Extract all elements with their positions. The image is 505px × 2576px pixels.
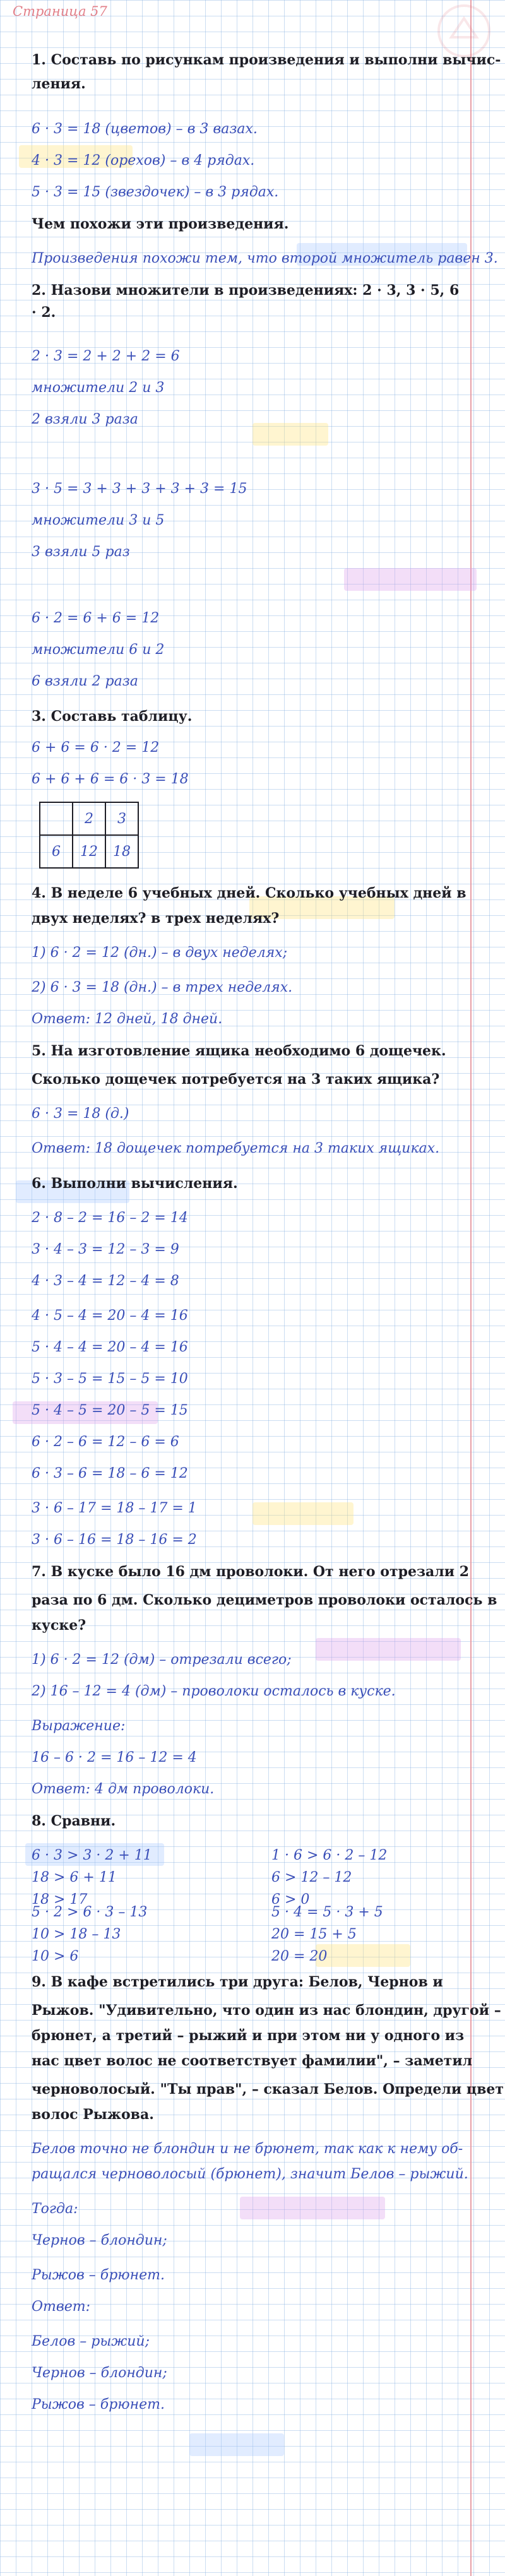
text-line: множители 3 и 5: [32, 513, 165, 528]
page-title: Страница 57: [13, 4, 107, 19]
compare-line: 6 · 3 > 3 · 2 + 11: [32, 1848, 152, 1863]
text-line: 6 · 2 – 6 = 12 – 6 = 6: [32, 1434, 179, 1450]
text-line: куске?: [32, 1617, 86, 1634]
text-line: 4 · 5 – 4 = 20 – 4 = 16: [32, 1308, 188, 1324]
compare-line: 18 > 6 + 11: [32, 1870, 117, 1885]
text-line: Рыжов – брюнет.: [32, 2267, 165, 2283]
text-line: 1) 6 · 2 = 12 (дн.) – в двух неделях;: [32, 945, 288, 961]
text-line: 9. В кафе встретились три друга: Белов, Чернов и: [32, 1974, 443, 1990]
text-line: множители 6 и 2: [32, 642, 165, 658]
table-cell: 12: [73, 835, 105, 868]
text-line: 3 · 6 – 16 = 18 – 16 = 2: [32, 1532, 197, 1548]
text-line: 2) 16 – 12 = 4 (дм) – проволоки осталось в куске.: [32, 1683, 396, 1699]
text-line: ращался черноволосый (брюнет), значит Белов – рыжий.: [32, 2166, 468, 2182]
text-line: 5 · 3 = 15 (звездочек) – в 3 рядах.: [32, 184, 279, 200]
text-line: двух неделях? в трех неделях?: [32, 910, 280, 927]
text-line: 3 взяли 5 раз: [32, 544, 130, 560]
text-line: 2 взяли 3 раза: [32, 412, 138, 427]
text-line: 5. На изготовление ящика необходимо 6 дощечек.: [32, 1043, 446, 1059]
text-line: 5 · 4 – 5 = 20 – 5 = 15: [32, 1403, 188, 1418]
text-line: 16 – 6 · 2 = 16 – 12 = 4: [32, 1750, 197, 1766]
compare-line: 6 > 12 – 12: [271, 1870, 352, 1885]
table-cell: 2: [73, 802, 105, 835]
text-line: 7. В куске было 16 дм проволоки. От него отрезали 2: [32, 1564, 470, 1580]
text-line: Чем похожи эти произведения.: [32, 216, 289, 232]
compare-line: 10 > 6: [32, 1949, 79, 1964]
text-line: 4. В неделе 6 учебных дней. Сколько учебных дней в: [32, 885, 466, 901]
text-line: 5 · 4 – 4 = 20 – 4 = 16: [32, 1339, 188, 1355]
page-margin-line: [470, 0, 472, 2576]
text-line: 6 · 3 – 6 = 18 – 6 = 12: [32, 1466, 188, 1481]
compare-line: 6 > 0: [271, 1892, 310, 1908]
text-line: 3 · 4 – 3 = 12 – 3 = 9: [32, 1242, 179, 1257]
compare-line: 5 · 4 = 5 · 3 + 5: [271, 1904, 383, 1920]
compare-line: 20 = 15 + 5: [271, 1926, 357, 1942]
text-line: 6 + 6 = 6 · 2 = 12: [32, 740, 160, 756]
multiplication-table: [39, 802, 139, 869]
text-line: 6 + 6 + 6 = 6 · 3 = 18: [32, 771, 189, 787]
text-line: Произведения похожи тем, что второй множитель равен 3.: [32, 251, 498, 266]
text-line: Ответ: 12 дней, 18 дней.: [32, 1011, 223, 1027]
highlight: [344, 568, 477, 591]
table-cell: [40, 802, 73, 835]
text-line: 2 · 8 – 2 = 16 – 2 = 14: [32, 1210, 188, 1226]
compare-line: 10 > 18 – 13: [32, 1926, 121, 1942]
text-line: 3 · 6 – 17 = 18 – 17 = 1: [32, 1500, 197, 1516]
text-line: Рыжов. "Удивительно, что один из нас блондин, другой –: [32, 2002, 501, 2019]
highlight: [316, 1944, 410, 1967]
table-cell: 6: [40, 835, 73, 868]
text-line: 6. Выполни вычисления.: [32, 1175, 238, 1192]
text-line: Ответ: 4 дм проволоки.: [32, 1781, 215, 1797]
text-line: 3. Составь таблицу.: [32, 708, 193, 725]
text-line: Белов – рыжий;: [32, 2334, 150, 2349]
text-line: 1. Составь по рисункам произведения и выполни вычис-: [32, 52, 501, 68]
text-line: 5 · 3 – 5 = 15 – 5 = 10: [32, 1371, 188, 1387]
text-line: 4 · 3 – 4 = 12 – 4 = 8: [32, 1273, 179, 1289]
text-line: Ответ:: [32, 2299, 90, 2315]
text-line: 2. Назови множители в произведениях: 2 · 3, 3 · 5, 6: [32, 282, 460, 299]
text-line: 6 · 3 = 18 (д.): [32, 1106, 129, 1122]
text-line: · 2.: [32, 304, 56, 321]
text-line: ления.: [32, 76, 86, 92]
text-line: 2) 6 · 3 = 18 (дн.) – в трех неделях.: [32, 980, 293, 995]
text-line: Выражение:: [32, 1718, 126, 1734]
text-line: Ответ: 18 дощечек потребуется на 3 таких ящиках.: [32, 1141, 440, 1156]
text-line: 6 · 3 = 18 (цветов) – в 3 вазах.: [32, 121, 258, 137]
highlight: [252, 423, 328, 446]
text-line: нас цвет волос не соответствует фамилии", – заметил: [32, 2053, 473, 2069]
table-cell: 3: [105, 802, 138, 835]
text-line: Белов точно не блондин и не брюнет, так как к нему об-: [32, 2141, 463, 2157]
text-line: Сколько дощечек потребуется на 3 таких ящика?: [32, 1071, 440, 1088]
text-line: Тогда:: [32, 2201, 78, 2217]
text-line: черноволосый. "Ты прав", – сказал Белов. Определи цвет: [32, 2081, 504, 2098]
text-line: множители 2 и 3: [32, 380, 165, 396]
compare-line: 5 · 2 > 6 · 3 – 13: [32, 1904, 148, 1920]
text-line: 3 · 5 = 3 + 3 + 3 + 3 + 3 = 15: [32, 481, 247, 497]
compare-line: 20 = 20: [271, 1949, 328, 1964]
text-line: волос Рыжова.: [32, 2106, 154, 2123]
compare-line: 1 · 6 > 6 · 2 – 12: [271, 1848, 388, 1863]
compare-line: 18 > 17: [32, 1892, 88, 1908]
text-line: 8. Сравни.: [32, 1813, 116, 1829]
highlight: [252, 1502, 354, 1525]
text-line: 2 · 3 = 2 + 2 + 2 = 6: [32, 348, 180, 364]
table-cell: 18: [105, 835, 138, 868]
text-line: Чернов – блондин;: [32, 2365, 167, 2381]
highlight: [189, 2433, 284, 2456]
text-line: Рыжов – брюнет.: [32, 2397, 165, 2413]
text-line: брюнет, а третий – рыжий и при этом ни у одного из: [32, 2027, 465, 2044]
text-line: 4 · 3 = 12 (орехов) – в 4 рядах.: [32, 153, 255, 169]
text-line: 6 · 2 = 6 + 6 = 12: [32, 610, 160, 626]
text-line: Чернов – блондин;: [32, 2233, 167, 2248]
text-line: 6 взяли 2 раза: [32, 674, 138, 689]
highlight: [316, 1638, 461, 1661]
text-line: 1) 6 · 2 = 12 (дм) – отрезали всего;: [32, 1652, 292, 1668]
text-line: раза по 6 дм. Сколько дециметров проволоки осталось в: [32, 1592, 497, 1608]
highlight: [240, 2197, 385, 2219]
